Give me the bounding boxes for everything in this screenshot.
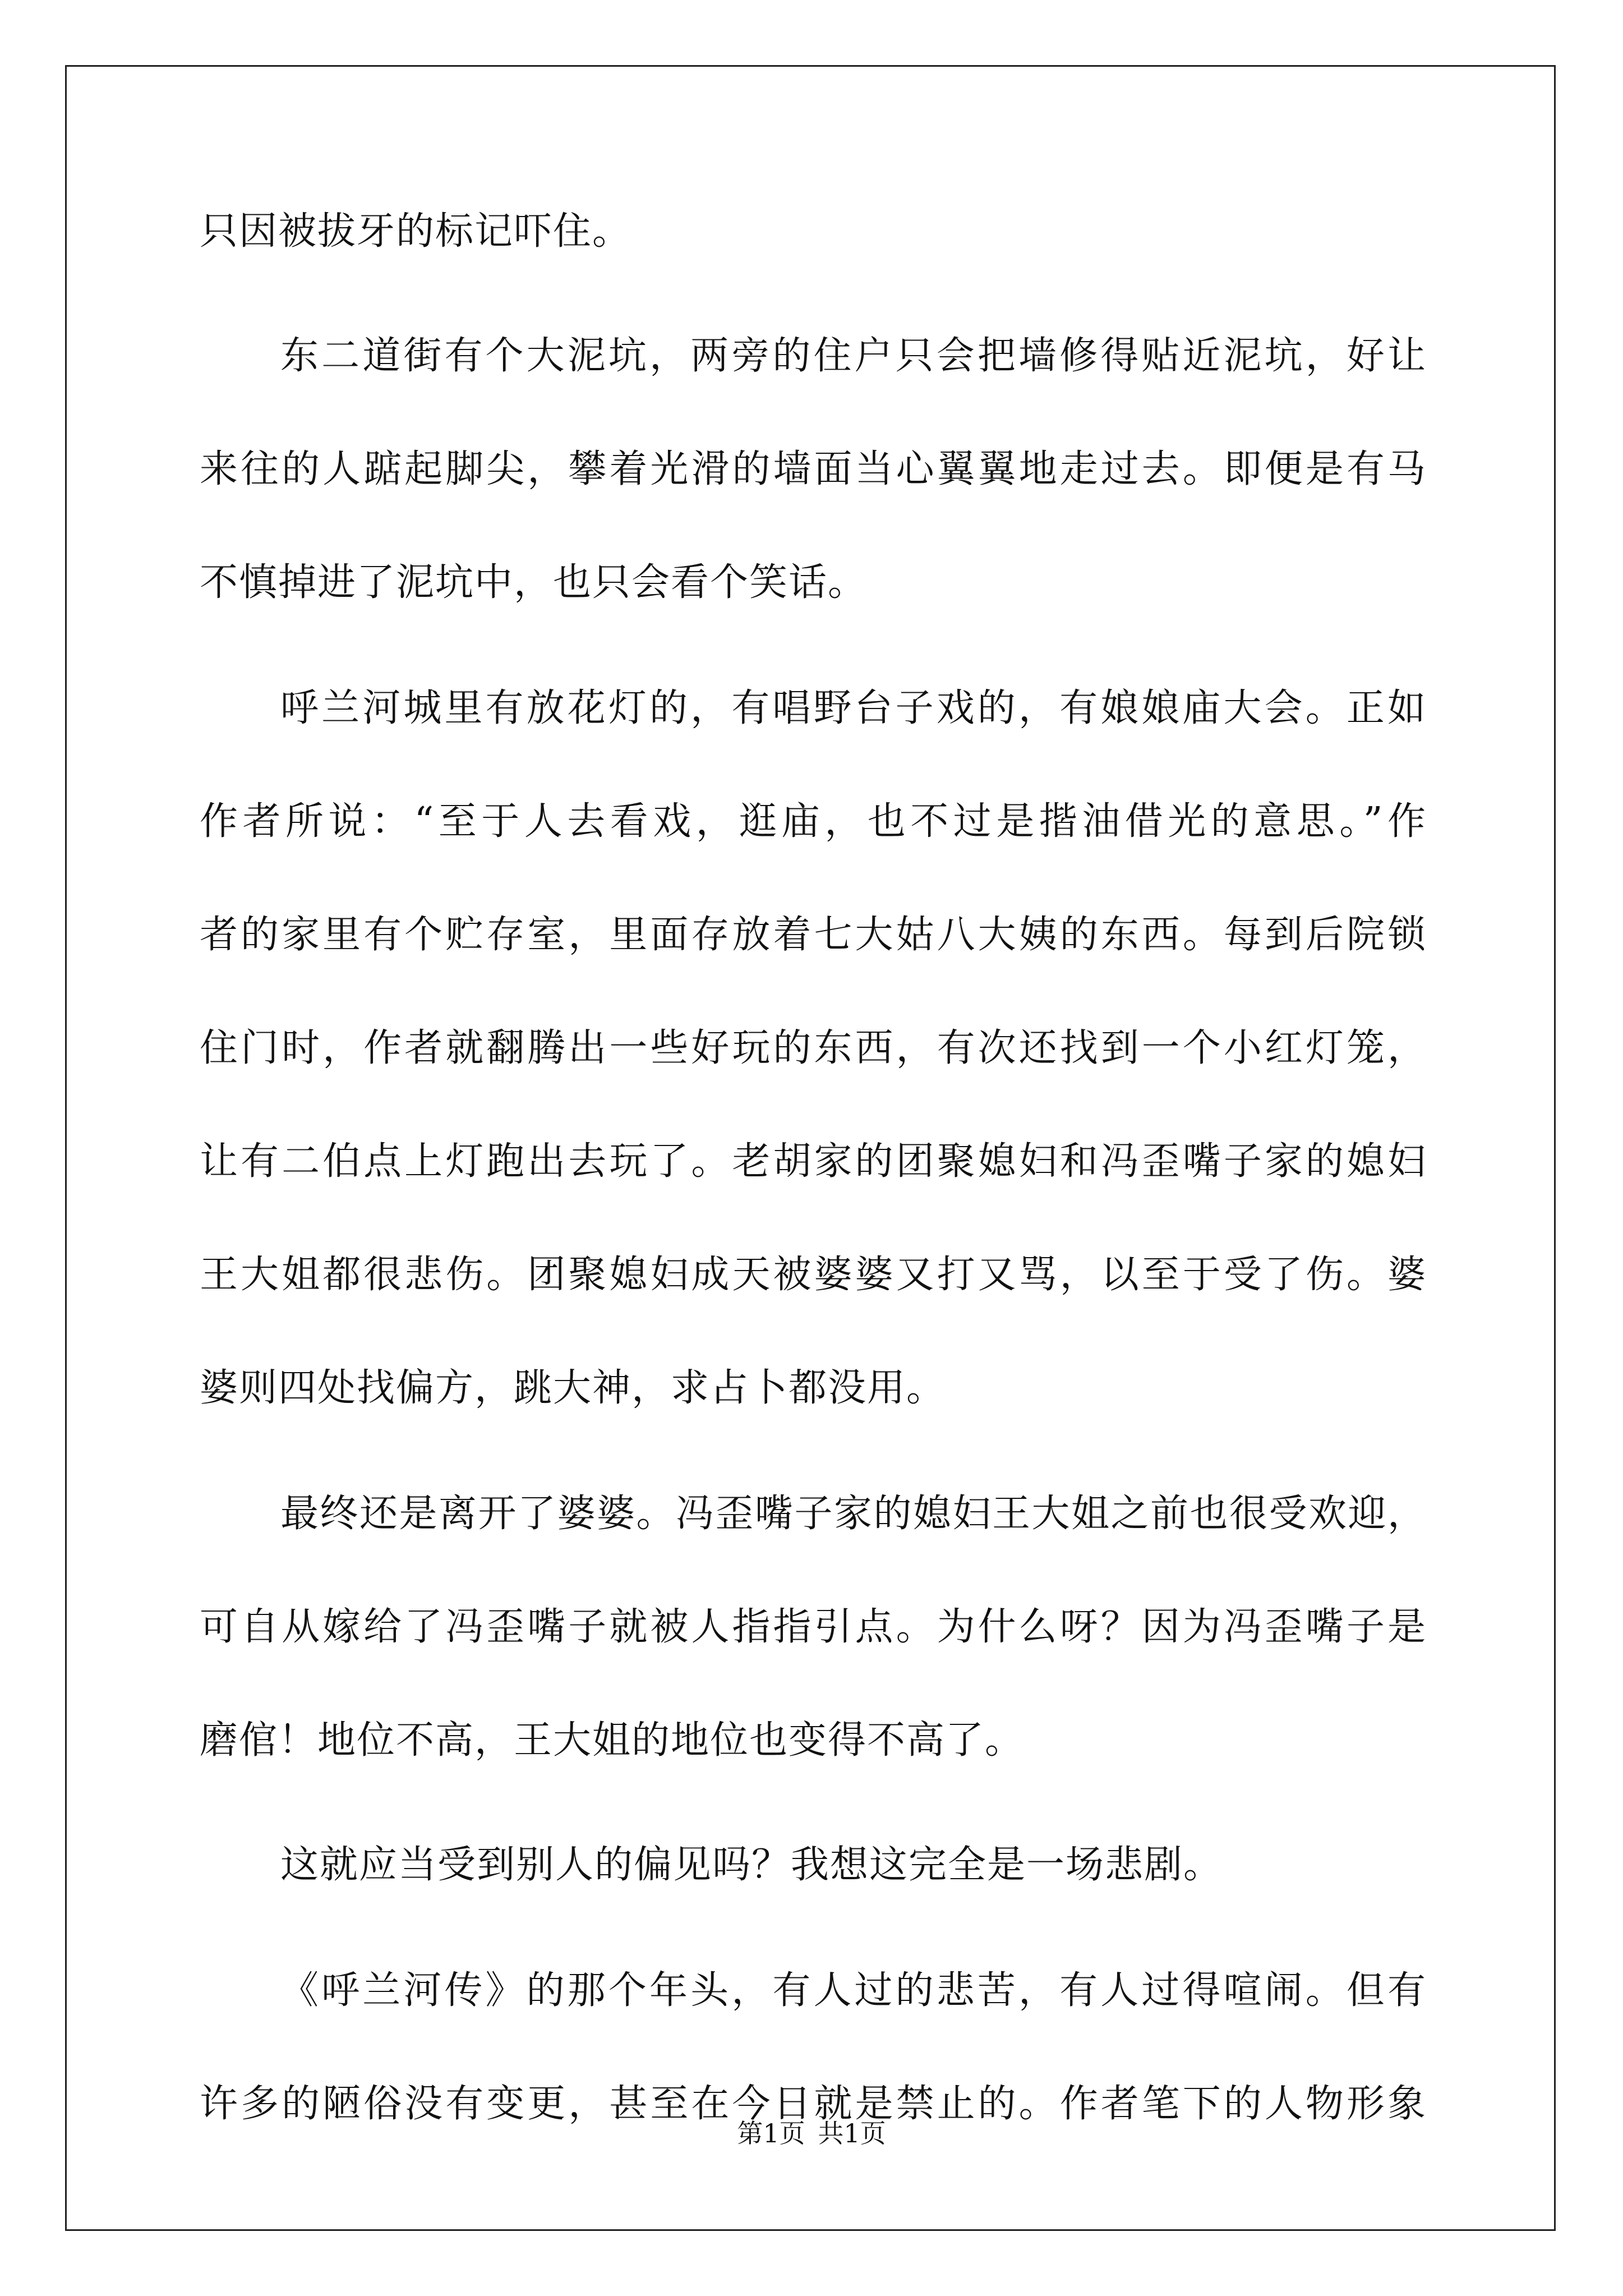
page-number: 第1页 <box>737 2118 805 2148</box>
text-line: 这就应当受到别人的偏见吗？我想这完全是一场悲剧。 <box>280 1843 1223 1887</box>
text-line: 婆则四处找偏方，跳大神，求占卜都没用。 <box>200 1366 946 1410</box>
page-footer <box>0 2116 1623 2150</box>
page-total: 共1页 <box>818 2118 886 2148</box>
text-line: 《呼兰河传》的那个年头，有人过的悲苦，有人过得喧闹。但有 <box>280 1968 1427 2013</box>
text-line: 作者所说：“至于人去看戏，逛庙，也不过是揩油借光的意思。”作 <box>200 799 1427 844</box>
text-line: 者的家里有个贮存室，里面存放着七大姑八大姨的东西。每到后院锁 <box>200 913 1427 957</box>
text-line: 东二道街有个大泥坑，两旁的住户只会把墙修得贴近泥坑，好让 <box>280 334 1427 378</box>
text-line: 住门时，作者就翻腾出一些好玩的东西，有次还找到一个小红灯笼， <box>200 1026 1427 1070</box>
text-line: 磨倌！地位不高，王大姐的地位也变得不高了。 <box>200 1718 1025 1763</box>
text-line: 来往的人踮起脚尖，攀着光滑的墙面当心翼翼地走过去。即便是有马 <box>200 447 1427 491</box>
text-line: 许多的陋俗没有变更，甚至在今日就是禁止的。作者笔下的人物形象 <box>200 2082 1427 2126</box>
text-line: 不慎掉进了泥坑中，也只会看个笑话。 <box>200 560 868 605</box>
text-line: 呼兰河城里有放花灯的，有唱野台子戏的，有娘娘庙大会。正如 <box>280 686 1427 730</box>
text-line: 可自从嫁给了冯歪嘴子就被人指指引点。为什么呀？因为冯歪嘴子是 <box>200 1605 1427 1649</box>
text-line: 最终还是离开了婆婆。冯歪嘴子家的媳妇王大姐之前也很受欢迎， <box>280 1492 1427 1536</box>
text-line: 王大姐都很悲伤。团聚媳妇成天被婆婆又打又骂，以至于受了伤。婆 <box>200 1253 1427 1297</box>
text-line: 只因被拔牙的标记吓住。 <box>200 209 632 254</box>
text-line: 让有二伯点上灯跑出去玩了。老胡家的团聚媳妇和冯歪嘴子家的媳妇 <box>200 1139 1427 1184</box>
